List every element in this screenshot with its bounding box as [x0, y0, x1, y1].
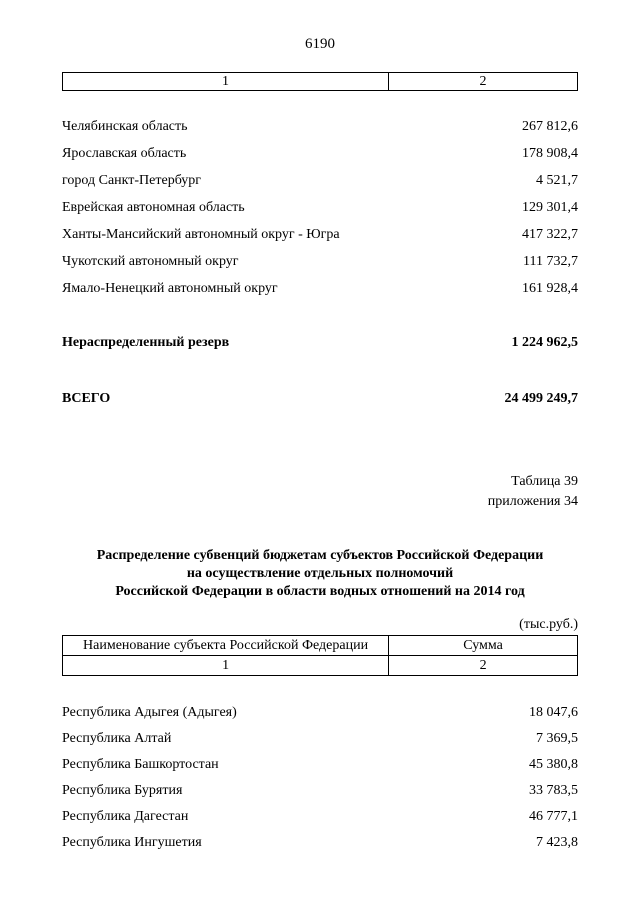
page-number: 6190 [305, 36, 335, 52]
region-amount: 4 521,7 [536, 173, 578, 188]
column-number-1: 1 [63, 656, 389, 676]
table-row [62, 279, 578, 299]
table-row [62, 703, 578, 723]
table-title-line-3: Российской Федерации в области водных отношений на 2014 год [115, 584, 525, 599]
table-row [62, 171, 578, 191]
table-row [62, 807, 578, 827]
region-amount: 267 812,6 [522, 119, 578, 134]
table-row [62, 117, 578, 137]
region-name: Ярославская область [62, 146, 187, 161]
table-row [62, 252, 578, 272]
region-amount: 7 423,8 [536, 835, 578, 850]
region-amount: 7 369,5 [536, 731, 578, 746]
region-name: Ханты-Мансийский автономный округ - Югра [62, 227, 340, 242]
total-amount: 24 499 249,7 [504, 391, 578, 406]
reserve-amount: 1 224 962,5 [511, 335, 578, 350]
table-row [62, 781, 578, 801]
table-row [62, 225, 578, 245]
units-label: (тыс.руб.) [519, 617, 578, 632]
region-name: Республика Дагестан [62, 809, 189, 824]
region-name: Челябинская область [62, 119, 188, 134]
table-header [62, 635, 578, 676]
header-col-1-number: 1 [63, 73, 389, 91]
region-amount: 46 777,1 [529, 809, 578, 824]
table-row [62, 755, 578, 775]
total-label: ВСЕГО [62, 391, 111, 406]
header-col-2-number: 2 [389, 73, 578, 91]
appendix-number: приложения 34 [487, 494, 578, 509]
region-name: Ямало-Ненецкий автономный округ [62, 281, 278, 296]
region-amount: 178 908,4 [522, 146, 578, 161]
table-number: Таблица 39 [511, 474, 578, 489]
column-header-amount: Сумма [389, 636, 578, 656]
region-name: Республика Башкортостан [62, 757, 219, 772]
column-number-2: 2 [389, 656, 578, 676]
table-row [62, 729, 578, 749]
reserve-row [62, 333, 578, 353]
region-amount: 33 783,5 [529, 783, 578, 798]
table-title-line-2: на осуществление отдельных полномочий [186, 566, 454, 581]
total-row [62, 389, 578, 409]
table-row [62, 144, 578, 164]
region-name: Еврейская автономная область [62, 200, 245, 215]
region-name: город Санкт-Петербург [62, 173, 202, 188]
region-amount: 161 928,4 [522, 281, 578, 296]
region-amount: 45 380,8 [529, 757, 578, 772]
continuation-header-table [62, 72, 578, 91]
region-name: Чукотский автономный округ [62, 254, 239, 269]
region-name: Республика Бурятия [62, 783, 183, 798]
region-amount: 111 732,7 [523, 254, 578, 269]
column-header-name: Наименование субъекта Российской Федерации [63, 636, 389, 656]
region-amount: 18 047,6 [529, 705, 578, 720]
table-row [62, 198, 578, 218]
region-amount: 129 301,4 [522, 200, 578, 215]
region-name: Республика Ингушетия [62, 835, 202, 850]
region-name: Республика Адыгея (Адыгея) [62, 705, 237, 720]
table-row [62, 833, 578, 853]
reserve-label: Нераспределенный резерв [62, 335, 230, 350]
region-name: Республика Алтай [62, 731, 172, 746]
region-amount: 417 322,7 [522, 227, 578, 242]
table-title-line-1: Распределение субвенций бюджетам субъектов Российской Федерации [96, 548, 544, 563]
